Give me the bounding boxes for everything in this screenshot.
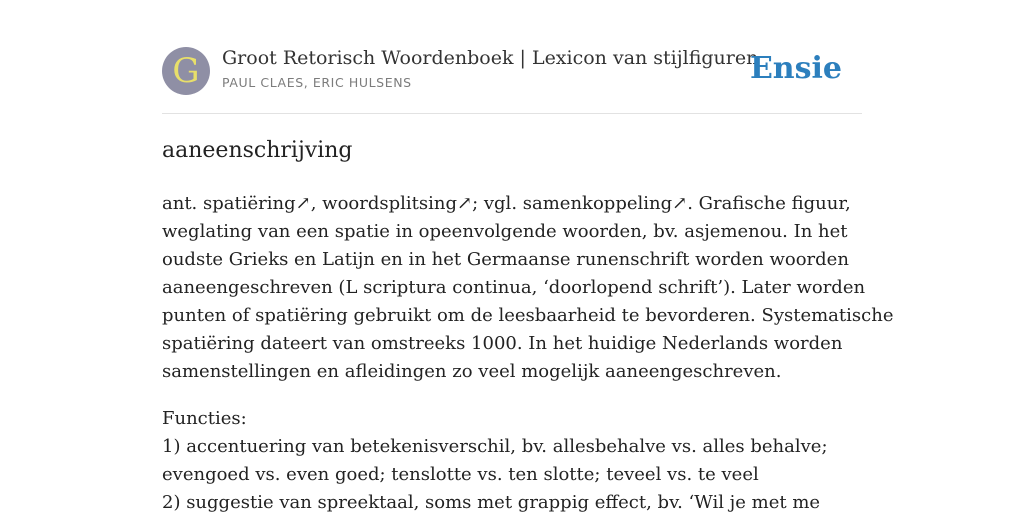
functions-line: 2) suggestie van spreektaal, soms met grappig effect, bv. ‘Wil je met me [162,492,821,512]
ref-prefix: ; vgl. [472,193,523,214]
definition-line: spatiëring dateert van omstreeks 1000. In het huidige Nederlands worden [162,333,843,354]
book-title[interactable]: Groot Retorisch Woordenboek | Lexicon van stijlfiguren [222,47,759,69]
ref-prefix: , [310,193,323,214]
definition-line: weglating van een spatie in opeenvolgende woorden, bv. asjemenou. In het [162,221,848,242]
definition-line: samenstellingen en afleidingen zo veel mogelijk aaneengeschreven. [162,361,782,382]
book-avatar: G [162,47,210,95]
functions-heading: Functies: [162,408,247,429]
book-header [162,45,862,113]
book-authors[interactable]: PAUL CLAES, ERIC HULSENS [222,75,412,90]
entry-title: aaneenschrijving [162,138,353,163]
ensie-logo[interactable]: Ensie [749,51,842,86]
definition-line: oudste Grieks en Latijn en in het Germaanse runenschrift worden woorden [162,249,849,270]
definition-paragraph [162,190,894,386]
link-samenkoppeling[interactable]: samenkoppeling↗ [522,193,688,214]
header-divider [162,113,862,114]
ref-prefix: ant. [162,193,204,214]
link-woordsplitsing[interactable]: woordsplitsing↗ [322,193,473,214]
functions-line: evengoed vs. even goed; tenslotte vs. ten slotte; teveel vs. te veel [162,464,759,485]
entry-content [162,190,894,512]
definition-line-1 [162,190,862,218]
link-spatiering[interactable]: spatiëring↗ [203,193,311,214]
definition-line: aaneengeschreven (L scriptura continua, ‘doorlopend schrift’). Later worden [162,277,866,298]
definition-text: . Grafische figuur, [687,193,851,214]
functions-line: 1) accentuering van betekenisverschil, bv. allesbehalve vs. alles behalve; [162,436,828,457]
definition-line: punten of spatiëring gebruikt om de leesbaarheid te bevorderen. Systematische [162,305,894,326]
functions-paragraph [162,405,862,512]
